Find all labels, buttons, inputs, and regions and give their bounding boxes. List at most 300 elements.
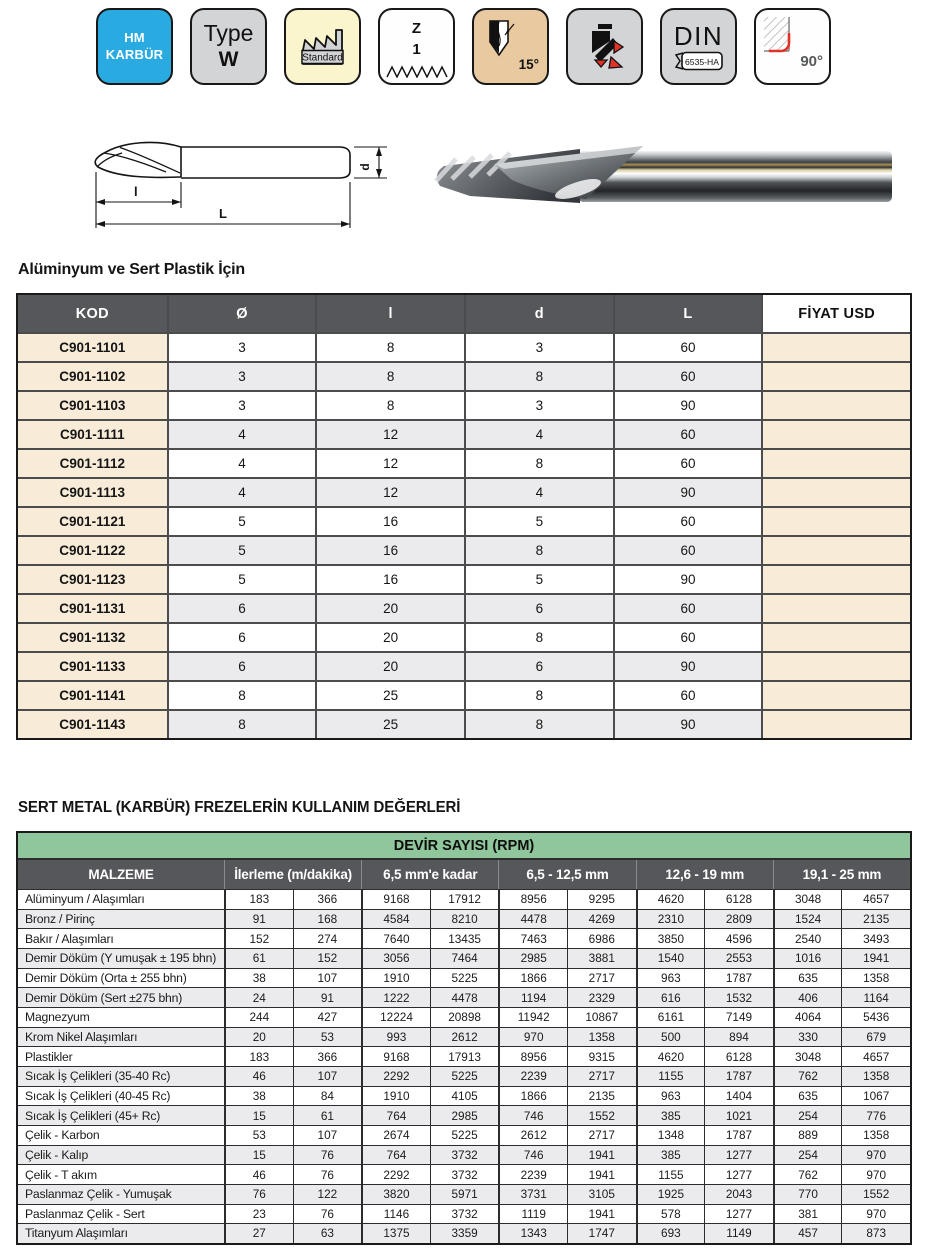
- value-cell: 12: [315, 419, 464, 448]
- badge-hm-karbur: [96, 8, 173, 85]
- value-cell: 6128: [704, 889, 773, 909]
- table-row: [18, 928, 910, 948]
- value-cell: 53: [293, 1027, 362, 1047]
- price-cell: [761, 651, 910, 680]
- value-cell: 84: [293, 1086, 362, 1106]
- value-cell: 2717: [567, 1066, 636, 1086]
- badge-point-angle: [472, 8, 549, 85]
- badge-milling-directions: [566, 8, 643, 85]
- value-cell: 1404: [704, 1086, 773, 1106]
- value-cell: 406: [773, 987, 842, 1007]
- material-cell: Alüminyum / Alaşımları: [18, 889, 224, 909]
- value-cell: 15: [224, 1105, 293, 1125]
- price-cell: [761, 506, 910, 535]
- value-cell: 16: [315, 506, 464, 535]
- value-cell: 1552: [567, 1105, 636, 1125]
- material-cell: Plastikler: [18, 1046, 224, 1066]
- table-row: [18, 535, 910, 564]
- value-cell: 8: [167, 709, 316, 738]
- table-row: [18, 651, 910, 680]
- value-cell: 2239: [498, 1066, 567, 1086]
- value-cell: 152: [293, 948, 362, 968]
- table-row: [18, 948, 910, 968]
- value-cell: 23: [224, 1204, 293, 1224]
- value-cell: 91: [293, 987, 362, 1007]
- value-cell: 5225: [430, 1125, 499, 1145]
- badge-text: HM: [124, 29, 145, 45]
- value-cell: 762: [773, 1164, 842, 1184]
- value-cell: 60: [613, 593, 762, 622]
- material-cell: Çelik - Kalıp: [18, 1145, 224, 1165]
- badge-type-w: [190, 8, 267, 85]
- value-cell: 3850: [636, 928, 705, 948]
- value-cell: 1222: [361, 987, 430, 1007]
- value-cell: 12224: [361, 1007, 430, 1027]
- value-cell: 17912: [430, 889, 499, 909]
- value-cell: 4064: [773, 1007, 842, 1027]
- price-cell: [761, 419, 910, 448]
- table-row: [18, 419, 910, 448]
- value-cell: 873: [841, 1223, 910, 1243]
- value-cell: 1348: [636, 1125, 705, 1145]
- value-cell: 27: [224, 1223, 293, 1243]
- value-cell: 4269: [567, 909, 636, 929]
- value-cell: 3731: [498, 1184, 567, 1204]
- badge-text: W: [218, 47, 239, 71]
- value-cell: 7463: [498, 928, 567, 948]
- material-cell: Demir Döküm (Sert ±275 bhn): [18, 987, 224, 1007]
- value-cell: 9168: [361, 1046, 430, 1066]
- tool-photo: [428, 136, 900, 218]
- angle-value: 15°: [518, 57, 539, 72]
- table-row: [18, 680, 910, 709]
- value-cell: 2612: [430, 1027, 499, 1047]
- badge-text: Type: [203, 20, 254, 47]
- material-cell: Sıcak İş Çelikleri (45+ Rc): [18, 1105, 224, 1125]
- value-cell: 3732: [430, 1145, 499, 1165]
- value-cell: 2717: [567, 1125, 636, 1145]
- table-row: [18, 709, 910, 738]
- value-cell: 3: [167, 361, 316, 390]
- value-cell: 46: [224, 1164, 293, 1184]
- value-cell: 970: [841, 1164, 910, 1184]
- table-row: [18, 987, 910, 1007]
- value-cell: 1910: [361, 1086, 430, 1106]
- table-row: [18, 1204, 910, 1224]
- value-cell: 776: [841, 1105, 910, 1125]
- table-row: [18, 1164, 910, 1184]
- value-cell: 25: [315, 680, 464, 709]
- table-row: [18, 1223, 910, 1243]
- table2-title: SERT METAL (KARBÜR) FREZELERİN KULLANIM DEĞERLERİ: [18, 799, 461, 816]
- value-cell: 2292: [361, 1164, 430, 1184]
- material-cell: Demir Döküm (Y umuşak ± 195 bhn): [18, 948, 224, 968]
- code-cell: C901-1122: [18, 535, 167, 564]
- value-cell: 3359: [430, 1223, 499, 1243]
- code-cell: C901-1111: [18, 419, 167, 448]
- value-cell: 63: [293, 1223, 362, 1243]
- value-cell: 500: [636, 1027, 705, 1047]
- code-cell: C901-1102: [18, 361, 167, 390]
- value-cell: 90: [613, 564, 762, 593]
- value-cell: 8: [167, 680, 316, 709]
- material-cell: Çelik - Karbon: [18, 1125, 224, 1145]
- header-cell: Ø: [167, 295, 316, 332]
- size-price-table: [16, 293, 912, 740]
- value-cell: 4: [464, 419, 613, 448]
- value-cell: 457: [773, 1223, 842, 1243]
- value-cell: 8956: [498, 1046, 567, 1066]
- value-cell: 90: [613, 477, 762, 506]
- value-cell: 1532: [704, 987, 773, 1007]
- value-cell: 2329: [567, 987, 636, 1007]
- table-row: [18, 1027, 910, 1047]
- price-cell: [761, 535, 910, 564]
- value-cell: 4: [167, 448, 316, 477]
- value-cell: 122: [293, 1184, 362, 1204]
- price-cell: [761, 680, 910, 709]
- value-cell: 3732: [430, 1204, 499, 1224]
- value-cell: 20: [315, 622, 464, 651]
- value-cell: 1164: [841, 987, 910, 1007]
- table-row: [18, 889, 910, 909]
- value-cell: 38: [224, 1086, 293, 1106]
- value-cell: 9315: [567, 1046, 636, 1066]
- z-label: Z: [411, 20, 422, 38]
- value-cell: 1021: [704, 1105, 773, 1125]
- value-cell: 152: [224, 928, 293, 948]
- value-cell: 746: [498, 1105, 567, 1125]
- value-cell: 60: [613, 332, 762, 361]
- value-cell: 993: [361, 1027, 430, 1047]
- table2-body: [18, 889, 910, 1243]
- value-cell: 6: [167, 651, 316, 680]
- value-cell: 1375: [361, 1223, 430, 1243]
- value-cell: 1866: [498, 1086, 567, 1106]
- value-cell: 1787: [704, 968, 773, 988]
- value-cell: 5971: [430, 1184, 499, 1204]
- price-cell: [761, 332, 910, 361]
- value-cell: 8: [315, 361, 464, 390]
- table-row: [18, 1184, 910, 1204]
- zigzag-icon: [386, 65, 448, 78]
- value-cell: 1910: [361, 968, 430, 988]
- value-cell: 381: [773, 1204, 842, 1224]
- value-cell: 1941: [841, 948, 910, 968]
- header-cell: L: [613, 295, 762, 332]
- value-cell: 12: [315, 448, 464, 477]
- value-cell: 5225: [430, 968, 499, 988]
- value-cell: 10867: [567, 1007, 636, 1027]
- value-cell: 60: [613, 680, 762, 709]
- value-cell: 746: [498, 1145, 567, 1165]
- value-cell: 8: [464, 709, 613, 738]
- value-cell: 2612: [498, 1125, 567, 1145]
- value-cell: 1119: [498, 1204, 567, 1224]
- value-cell: 1067: [841, 1086, 910, 1106]
- value-cell: 2135: [567, 1086, 636, 1106]
- value-cell: 60: [613, 622, 762, 651]
- value-cell: 6161: [636, 1007, 705, 1027]
- value-cell: 60: [613, 361, 762, 390]
- value-cell: 2553: [704, 948, 773, 968]
- value-cell: 679: [841, 1027, 910, 1047]
- table-row: [18, 1046, 910, 1066]
- value-cell: 13435: [430, 928, 499, 948]
- value-cell: 76: [224, 1184, 293, 1204]
- value-cell: 385: [636, 1145, 705, 1165]
- value-cell: 4657: [841, 1046, 910, 1066]
- value-cell: 60: [613, 506, 762, 535]
- header-cell: d: [464, 295, 613, 332]
- value-cell: 5225: [430, 1066, 499, 1086]
- value-cell: 4478: [430, 987, 499, 1007]
- value-cell: 9168: [361, 889, 430, 909]
- shank-icon: [671, 49, 727, 73]
- price-cell: [761, 390, 910, 419]
- value-cell: 107: [293, 1066, 362, 1086]
- code-cell: C901-1132: [18, 622, 167, 651]
- value-cell: 8: [315, 390, 464, 419]
- value-cell: 3820: [361, 1184, 430, 1204]
- value-cell: 16: [315, 564, 464, 593]
- value-cell: 1358: [841, 1125, 910, 1145]
- value-cell: 635: [773, 968, 842, 988]
- value-cell: 6986: [567, 928, 636, 948]
- value-cell: 4596: [704, 928, 773, 948]
- material-cell: Paslanmaz Çelik - Sert: [18, 1204, 224, 1224]
- price-cell: [761, 361, 910, 390]
- value-cell: 578: [636, 1204, 705, 1224]
- value-cell: 7464: [430, 948, 499, 968]
- value-cell: 385: [636, 1105, 705, 1125]
- table-row: [18, 506, 910, 535]
- value-cell: 3732: [430, 1164, 499, 1184]
- value-cell: 4584: [361, 909, 430, 929]
- price-cell: [761, 564, 910, 593]
- value-cell: 6: [464, 593, 613, 622]
- table-row: [18, 1086, 910, 1106]
- material-cell: Sıcak İş Çelikleri (40-45 Rc): [18, 1086, 224, 1106]
- value-cell: 254: [773, 1145, 842, 1165]
- value-cell: 60: [613, 535, 762, 564]
- value-cell: 2239: [498, 1164, 567, 1184]
- value-cell: 4620: [636, 889, 705, 909]
- svg-text:L: L: [219, 206, 227, 221]
- price-cell: [761, 622, 910, 651]
- value-cell: 90: [613, 651, 762, 680]
- value-cell: 1358: [567, 1027, 636, 1047]
- value-cell: 762: [773, 1066, 842, 1086]
- value-cell: 4: [167, 477, 316, 506]
- value-cell: 1146: [361, 1204, 430, 1224]
- value-cell: 76: [293, 1164, 362, 1184]
- value-cell: 8: [464, 535, 613, 564]
- value-cell: 1358: [841, 1066, 910, 1086]
- value-cell: 8956: [498, 889, 567, 909]
- feature-badges: [96, 8, 831, 85]
- value-cell: 5436: [841, 1007, 910, 1027]
- badge-din-shank: [660, 8, 737, 85]
- value-cell: 20898: [430, 1007, 499, 1027]
- value-cell: 3: [464, 332, 613, 361]
- value-cell: 616: [636, 987, 705, 1007]
- value-cell: 4478: [498, 909, 567, 929]
- value-cell: 1866: [498, 968, 567, 988]
- table-row: [18, 564, 910, 593]
- material-cell: Magnezyum: [18, 1007, 224, 1027]
- value-cell: 17913: [430, 1046, 499, 1066]
- value-cell: 1194: [498, 987, 567, 1007]
- value-cell: 5: [167, 564, 316, 593]
- value-cell: 3105: [567, 1184, 636, 1204]
- value-cell: 1540: [636, 948, 705, 968]
- table-row: [18, 390, 910, 419]
- value-cell: 6: [464, 651, 613, 680]
- material-cell: Bakır / Alaşımları: [18, 928, 224, 948]
- table-row: [18, 968, 910, 988]
- value-cell: 25: [315, 709, 464, 738]
- code-cell: C901-1112: [18, 448, 167, 477]
- table-row: [18, 477, 910, 506]
- value-cell: 7149: [704, 1007, 773, 1027]
- price-cell: [761, 477, 910, 506]
- angle-value: 90°: [800, 53, 823, 70]
- group-header-cell: 19,1 - 25 mm: [773, 860, 910, 889]
- table-row: [18, 1066, 910, 1086]
- value-cell: 168: [293, 909, 362, 929]
- value-cell: 8: [464, 361, 613, 390]
- group-header-cell: 6,5 - 12,5 mm: [498, 860, 635, 889]
- code-cell: C901-1113: [18, 477, 167, 506]
- header-cell: l: [315, 295, 464, 332]
- table-row: [18, 1105, 910, 1125]
- value-cell: 894: [704, 1027, 773, 1047]
- value-cell: 3: [167, 332, 316, 361]
- value-cell: 889: [773, 1125, 842, 1145]
- value-cell: 91: [224, 909, 293, 929]
- value-cell: 61: [293, 1105, 362, 1125]
- value-cell: 254: [773, 1105, 842, 1125]
- value-cell: 20: [315, 651, 464, 680]
- badge-standard: [284, 8, 361, 85]
- value-cell: 2540: [773, 928, 842, 948]
- value-cell: 1941: [567, 1164, 636, 1184]
- value-cell: 1155: [636, 1164, 705, 1184]
- value-cell: 963: [636, 1086, 705, 1106]
- value-cell: 3: [167, 390, 316, 419]
- value-cell: 16: [315, 535, 464, 564]
- value-cell: 1941: [567, 1204, 636, 1224]
- header-cell: FİYAT USD: [761, 295, 910, 332]
- value-cell: 5: [167, 506, 316, 535]
- value-cell: 2809: [704, 909, 773, 929]
- value-cell: 764: [361, 1105, 430, 1125]
- value-cell: 8: [464, 448, 613, 477]
- value-cell: 8210: [430, 909, 499, 929]
- table-row: [18, 622, 910, 651]
- material-cell: Titanyum Alaşımları: [18, 1223, 224, 1243]
- table2-header-row: [18, 860, 910, 889]
- value-cell: 970: [841, 1145, 910, 1165]
- value-cell: 2674: [361, 1125, 430, 1145]
- value-cell: 76: [293, 1145, 362, 1165]
- material-cell: Krom Nikel Alaşımları: [18, 1027, 224, 1047]
- svg-text:Standard: Standard: [301, 52, 343, 63]
- z-value: 1: [412, 40, 421, 58]
- value-cell: 60: [613, 419, 762, 448]
- value-cell: 3493: [841, 928, 910, 948]
- value-cell: 970: [498, 1027, 567, 1047]
- price-cell: [761, 448, 910, 477]
- value-cell: 3056: [361, 948, 430, 968]
- value-cell: 770: [773, 1184, 842, 1204]
- value-cell: 5: [167, 535, 316, 564]
- value-cell: 4620: [636, 1046, 705, 1066]
- table1-header-row: [18, 295, 910, 332]
- value-cell: 366: [293, 889, 362, 909]
- value-cell: 1787: [704, 1125, 773, 1145]
- value-cell: 244: [224, 1007, 293, 1027]
- svg-text:l: l: [134, 184, 138, 199]
- value-cell: 15: [224, 1145, 293, 1165]
- value-cell: 2292: [361, 1066, 430, 1086]
- value-cell: 3881: [567, 948, 636, 968]
- value-cell: 9295: [567, 889, 636, 909]
- value-cell: 1155: [636, 1066, 705, 1086]
- material-cell: Bronz / Pirinç: [18, 909, 224, 929]
- code-cell: C901-1101: [18, 332, 167, 361]
- svg-text:d: d: [358, 163, 372, 171]
- value-cell: 61: [224, 948, 293, 968]
- value-cell: 76: [293, 1204, 362, 1224]
- malzeme-header-cell: MALZEME: [18, 860, 224, 889]
- cutting-data-table: [16, 831, 912, 1245]
- value-cell: 4: [464, 477, 613, 506]
- value-cell: 7640: [361, 928, 430, 948]
- badge-text: KARBÜR: [105, 46, 164, 62]
- factory-icon: [298, 25, 348, 69]
- value-cell: 4105: [430, 1086, 499, 1106]
- value-cell: 5: [464, 564, 613, 593]
- table-row: [18, 448, 910, 477]
- value-cell: 1787: [704, 1066, 773, 1086]
- value-cell: 6: [167, 622, 316, 651]
- value-cell: 2135: [841, 909, 910, 929]
- value-cell: 330: [773, 1027, 842, 1047]
- table-row: [18, 593, 910, 622]
- value-cell: 38: [224, 968, 293, 988]
- value-cell: 4657: [841, 889, 910, 909]
- value-cell: 2985: [430, 1105, 499, 1125]
- value-cell: 107: [293, 968, 362, 988]
- value-cell: 2985: [498, 948, 567, 968]
- value-cell: 8: [464, 680, 613, 709]
- value-cell: 366: [293, 1046, 362, 1066]
- value-cell: 107: [293, 1125, 362, 1145]
- value-cell: 1552: [841, 1184, 910, 1204]
- value-cell: 5: [464, 506, 613, 535]
- value-cell: 90: [613, 390, 762, 419]
- group-header-cell: İlerleme (m/dakika): [224, 860, 361, 889]
- value-cell: 11942: [498, 1007, 567, 1027]
- value-cell: 1277: [704, 1204, 773, 1224]
- value-cell: 1941: [567, 1145, 636, 1165]
- value-cell: 963: [636, 968, 705, 988]
- group-header-cell: 12,6 - 19 mm: [636, 860, 773, 889]
- price-cell: [761, 709, 910, 738]
- table-row: [18, 361, 910, 390]
